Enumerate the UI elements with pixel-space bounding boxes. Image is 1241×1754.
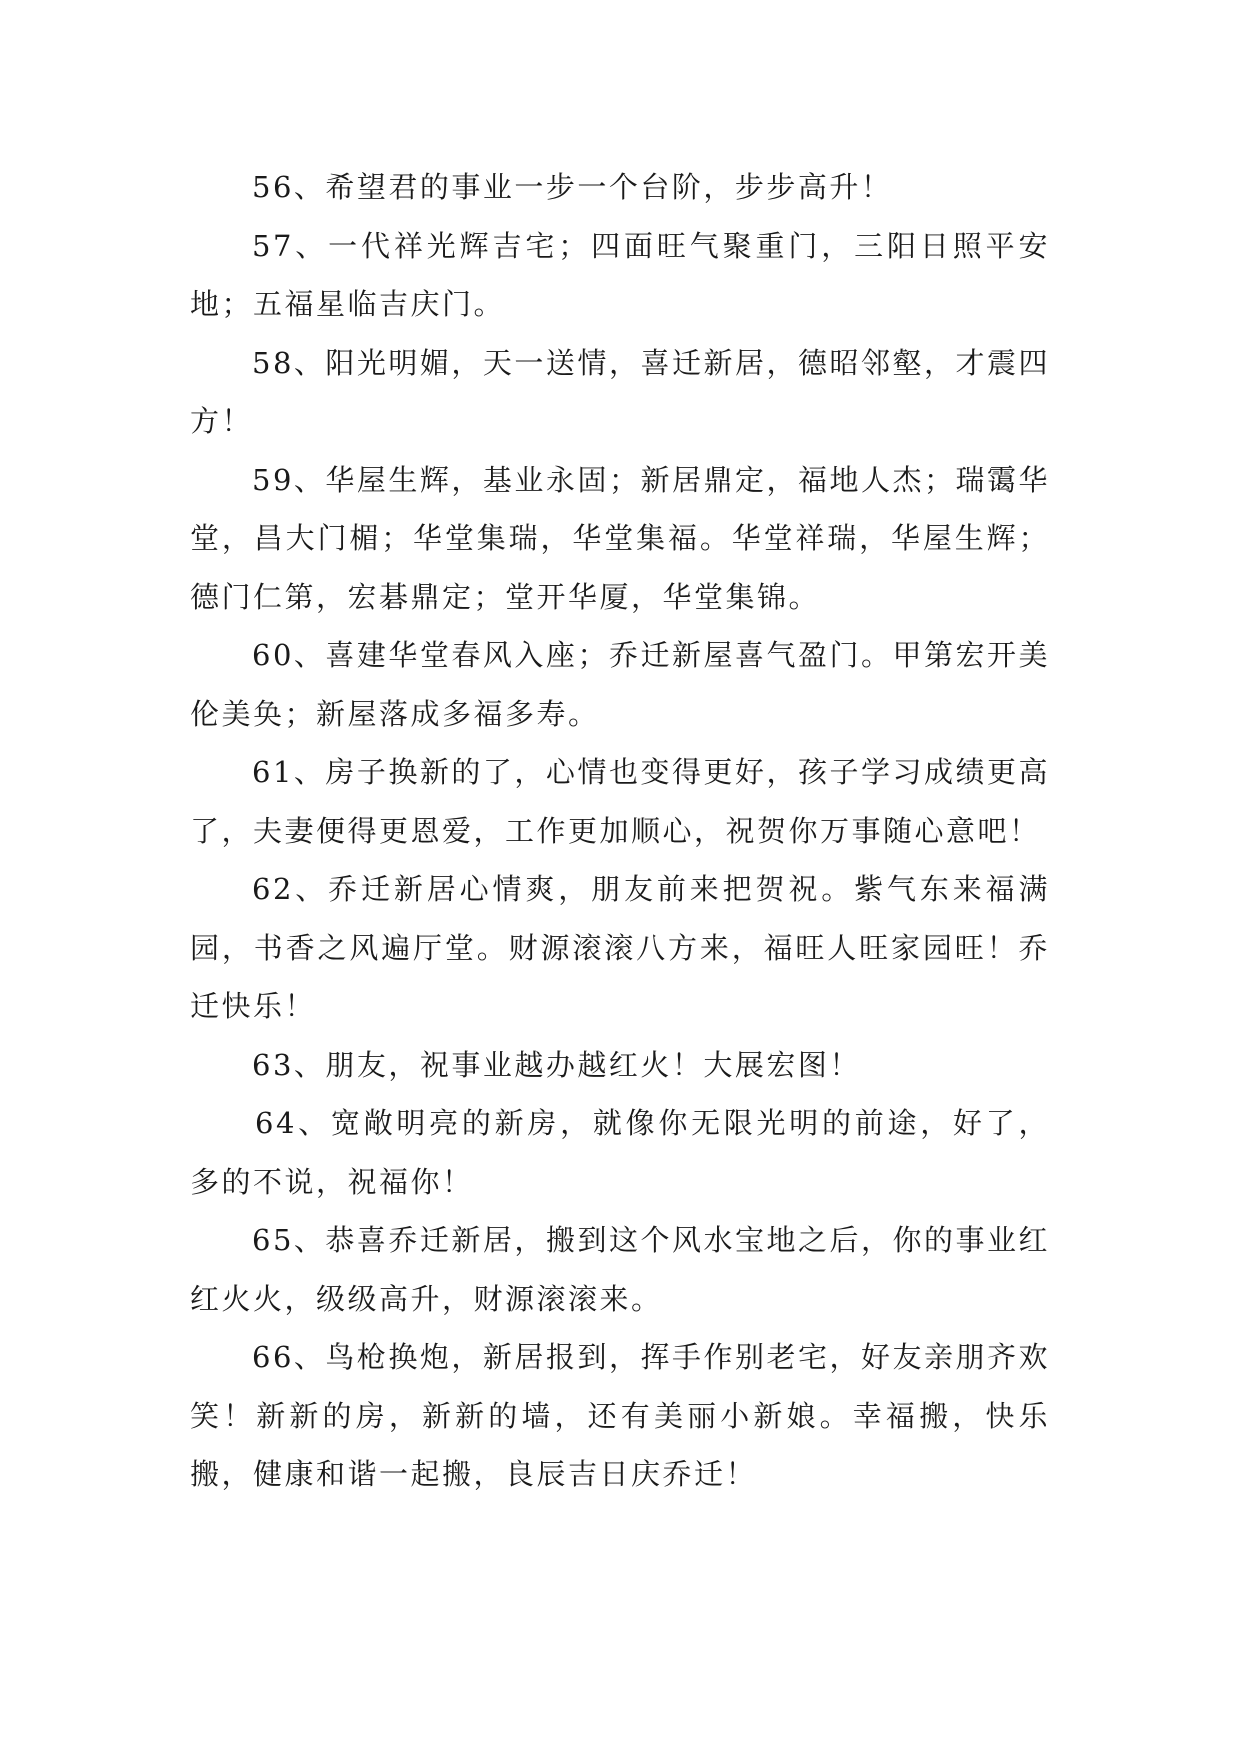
paragraph-63: 63、朋友，祝事业越办越红火！大展宏图！ xyxy=(252,1047,861,1082)
paragraph-62: 62、乔迁新居心情爽，朋友前来把贺祝。紫气东来福满园，书香之风遍厅堂。财源滚滚八方来，福旺人旺家园旺！乔迁快乐！ xyxy=(190,872,1050,1023)
paragraph-58: 58、阳光明媚，天一送情，喜迁新居，德昭邻壑，才震四方！ xyxy=(190,345,1050,438)
paragraph-60: 60、喜建华堂春风入座；乔迁新屋喜气盈门。甲第宏开美伦美奂；新屋落成多福多寿。 xyxy=(190,638,1050,731)
paragraph-61: 61、房子换新的了，心情也变得更好，孩子学习成绩更高了，夫妻便得更恩爱，工作更加顺心，祝贺你万事随心意吧！ xyxy=(190,755,1050,848)
paragraph-66: 66、鸟枪换炮，新居报到，挥手作别老宅，好友亲朋齐欢笑！新新的房，新新的墙，还有美丽小新娘。幸福搬，快乐搬，健康和谐一起搬，良辰吉日庆乔迁！ xyxy=(190,1340,1050,1491)
paragraph-56: 56、希望君的事业一步一个台阶，步步高升！ xyxy=(252,170,893,204)
paragraph-65: 65、恭喜乔迁新居，搬到这个风水宝地之后，你的事业红红火火，级级高升，财源滚滚来。 xyxy=(190,1223,1050,1316)
paragraph-64: 64、宽敞明亮的新房，就像你无限光明的前途，好了，多的不说，祝福你！ xyxy=(190,1106,1050,1199)
paragraph-59: 59、华屋生辉，基业永固；新居鼎定，福地人杰；瑞霭华堂，昌大门楣；华堂集瑞，华堂集福。华堂祥瑞，华屋生辉；德门仁第，宏碁鼎定；堂开华厦，华堂集锦。 xyxy=(190,462,1050,614)
paragraph-57: 57、一代祥光辉吉宅；四面旺气聚重门，三阳日照平安地；五福星临吉庆门。 xyxy=(190,228,1050,321)
document-body xyxy=(190,158,1050,1504)
